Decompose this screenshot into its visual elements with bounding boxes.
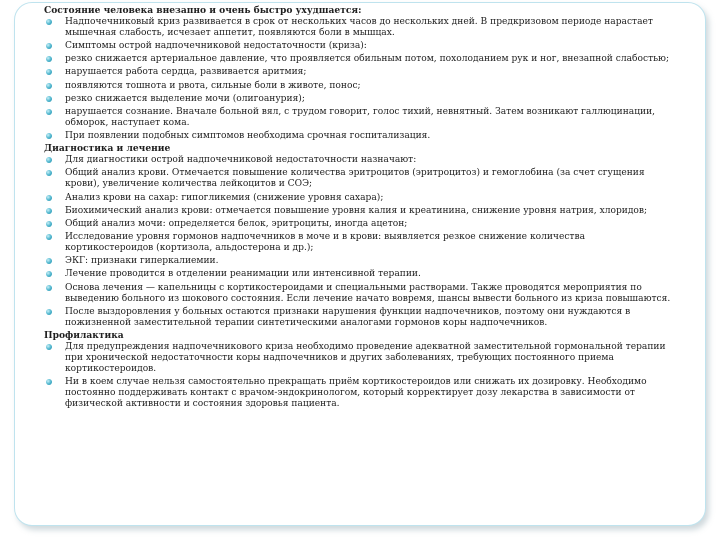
list-item-text: При появлении подобных симптомов необходима срочная госпитализация. <box>65 131 431 142</box>
list-item-text: резко снижается артериальное давление, что проявляется обильным потом, похолоданием рук и ног, внезапной слабостью; <box>65 54 670 65</box>
list-item-text: Для предупреждения надпочечникового криза необходимо проведение адекватной заместительной гормональной терапии при хронической недостаточности коры надпочечников и других заболеваниях, требующих постоянного приема кортикостероидов. <box>65 341 666 374</box>
section-prevention <box>44 331 676 410</box>
list-item-text: Анализ крови на сахар: гипогликемия (снижение уровня сахара); <box>65 192 384 203</box>
section-symptoms <box>44 6 676 142</box>
list-item <box>44 256 676 267</box>
round-bullet-icon <box>46 109 52 115</box>
list-item <box>44 81 676 92</box>
round-bullet-icon <box>46 309 52 315</box>
round-bullet-icon <box>46 379 52 385</box>
list-item <box>44 54 676 65</box>
round-bullet-icon <box>46 344 52 350</box>
list-item-text: Общий анализ крови. Отмечается повышение количества эритроцитов (эритроцитоз) и гемоглобина (за счет сгущения крови), увеличение количества лейкоцитов и СОЭ; <box>65 168 645 190</box>
round-bullet-icon <box>46 83 52 89</box>
round-bullet-icon <box>46 271 52 277</box>
list-item <box>44 307 676 329</box>
list-item <box>44 131 676 142</box>
list-item-text: Исследование уровня гормонов надпочечников в моче и в крови: выявляется резкое снижение количества кортикостероидов (кортизола, альдостерона и др.); <box>65 232 585 254</box>
section-heading: Диагностика и лечение <box>44 143 171 155</box>
round-bullet-icon <box>46 133 52 139</box>
list-item-text: Ни в коем случае нельзя самостоятельно прекращать приём кортикостероидов или снижать их дозировку. Необходимо постоянно поддерживать контакт с врачом-эндокринологом, который корректирует дозу лекарства в зависимости от физической активности и состояния здоровья пациента. <box>65 376 647 409</box>
round-bullet-icon <box>46 43 52 49</box>
bullet-list <box>44 155 676 328</box>
round-bullet-icon <box>46 195 52 201</box>
section-heading: Профилактика <box>44 329 124 341</box>
round-bullet-icon <box>46 258 52 264</box>
list-item <box>44 107 676 129</box>
list-item <box>44 155 676 166</box>
list-item <box>44 41 676 52</box>
list-item-text: резко снижается выделение мочи (олигоанурия); <box>65 93 305 104</box>
list-item-text: Надпочечниковый криз развивается в срок от нескольких часов до нескольких дней. В предкризовом периоде нарастает мышечная слабость, исчезает аппетит, появляются боли в мышцах. <box>65 16 653 38</box>
section-heading: Состояние человека внезапно и очень быстро ухудшается: <box>44 5 362 16</box>
list-item-text: Для диагностики острой надпочечниковой недостаточности назначают: <box>65 155 417 166</box>
list-item <box>44 94 676 105</box>
list-item <box>44 17 676 39</box>
list-item <box>44 67 676 78</box>
list-item-text: нарушается сознание. Вначале больной вял, с трудом говорит, голос тихий, невнятный. Затем возникают галлюцинации, обморок, наступает кома. <box>65 107 656 128</box>
list-item-text: Лечение проводится в отделении реанимации или интенсивной терапии. <box>65 269 421 280</box>
list-item <box>44 219 676 230</box>
round-bullet-icon <box>46 96 52 102</box>
round-bullet-icon <box>46 19 52 25</box>
list-item <box>44 377 676 410</box>
round-bullet-icon <box>46 56 52 62</box>
list-item-text: нарушается работа сердца, развивается аритмия; <box>65 67 307 78</box>
round-bullet-icon <box>46 234 52 240</box>
list-item <box>44 283 676 305</box>
list-item <box>44 206 676 217</box>
list-item-text: Симптомы острой надпочечниковой недостаточности (криза): <box>65 41 367 52</box>
bullet-list <box>44 342 676 410</box>
list-item <box>44 193 676 204</box>
section-diagnostics <box>44 144 676 328</box>
list-item-text: ЭКГ: признаки гиперкалиемии. <box>65 256 219 267</box>
list-item-text: Биохимический анализ крови: отмечается повышение уровня калия и креатинина, снижение уровня натрия, хлоридов; <box>65 205 648 216</box>
round-bullet-icon <box>46 69 52 75</box>
round-bullet-icon <box>46 157 52 163</box>
round-bullet-icon <box>46 208 52 214</box>
list-item <box>44 168 676 190</box>
list-item-text: После выздоровления у больных остаются признаки нарушения функции надпочечников, поэтому они нуждаются в пожизненной заместительной терапии синтетическими аналогами гормонов коры надпочечников. <box>65 306 631 328</box>
list-item <box>44 342 676 375</box>
list-item-text: Общий анализ мочи: определяется белок, эритроциты, иногда ацетон; <box>65 218 408 229</box>
list-item <box>44 232 676 254</box>
bullet-list <box>44 17 676 142</box>
list-item-text: Основа лечения — капельницы с кортикостероидами и специальными растворами. Также проводятся мероприятия по выведению больного из шокового состояния. Если лечение начато вовремя, шансы вывести больного из криза повышаются. <box>65 282 671 304</box>
round-bullet-icon <box>46 221 52 227</box>
slide-content <box>44 6 676 412</box>
round-bullet-icon <box>46 170 52 176</box>
list-item <box>44 269 676 280</box>
round-bullet-icon <box>46 285 52 291</box>
list-item-text: появляются тошнота и рвота, сильные боли в животе, понос; <box>65 80 361 91</box>
